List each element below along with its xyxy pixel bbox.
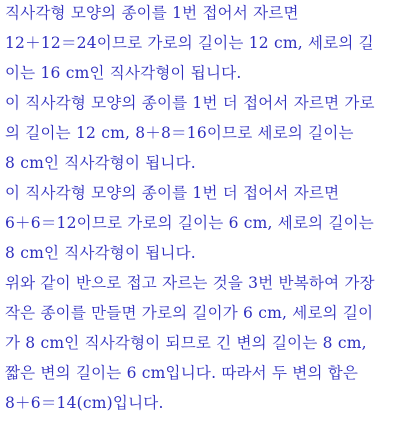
text-line-8: 6＋6＝12이므로 가로의 길이는 6 cm, 세로의 길이는	[5, 214, 374, 232]
text-line-14: 8＋6＝14(cm)입니다.	[5, 394, 164, 412]
text-line-10: 위와 같이 반으로 접고 자르는 것을 3번 반복하여 가장	[5, 274, 375, 292]
text-line-13: 짧은 변의 길이는 6 cm입니다. 따라서 두 변의 합은	[5, 364, 359, 382]
text-line-2: 12＋12＝24이므로 가로의 길이는 12 cm, 세로의 길	[5, 34, 374, 52]
text-line-5: 의 길이는 12 cm, 8＋8＝16이므로 세로의 길이는	[5, 124, 354, 142]
text-line-9: 8 cm인 직사각형이 됩니다.	[5, 244, 196, 262]
text-line-6: 8 cm인 직사각형이 됩니다.	[5, 154, 196, 172]
text-line-11: 작은 종이를 만들면 가로의 길이가 6 cm, 세로의 길이	[5, 304, 374, 322]
text-line-7: 이 직사각형 모양의 종이를 1번 더 접어서 자르면	[5, 184, 340, 202]
text-line-12: 가 8 cm인 직사각형이 되므로 긴 변의 길이는 8 cm,	[5, 334, 367, 352]
text-line-1: 직사각형 모양의 종이를 1번 접어서 자르면	[5, 4, 299, 22]
text-line-4: 이 직사각형 모양의 종이를 1번 더 접어서 자르면 가로	[5, 94, 375, 112]
text-line-3: 이는 16 cm인 직사각형이 됩니다.	[5, 64, 242, 82]
